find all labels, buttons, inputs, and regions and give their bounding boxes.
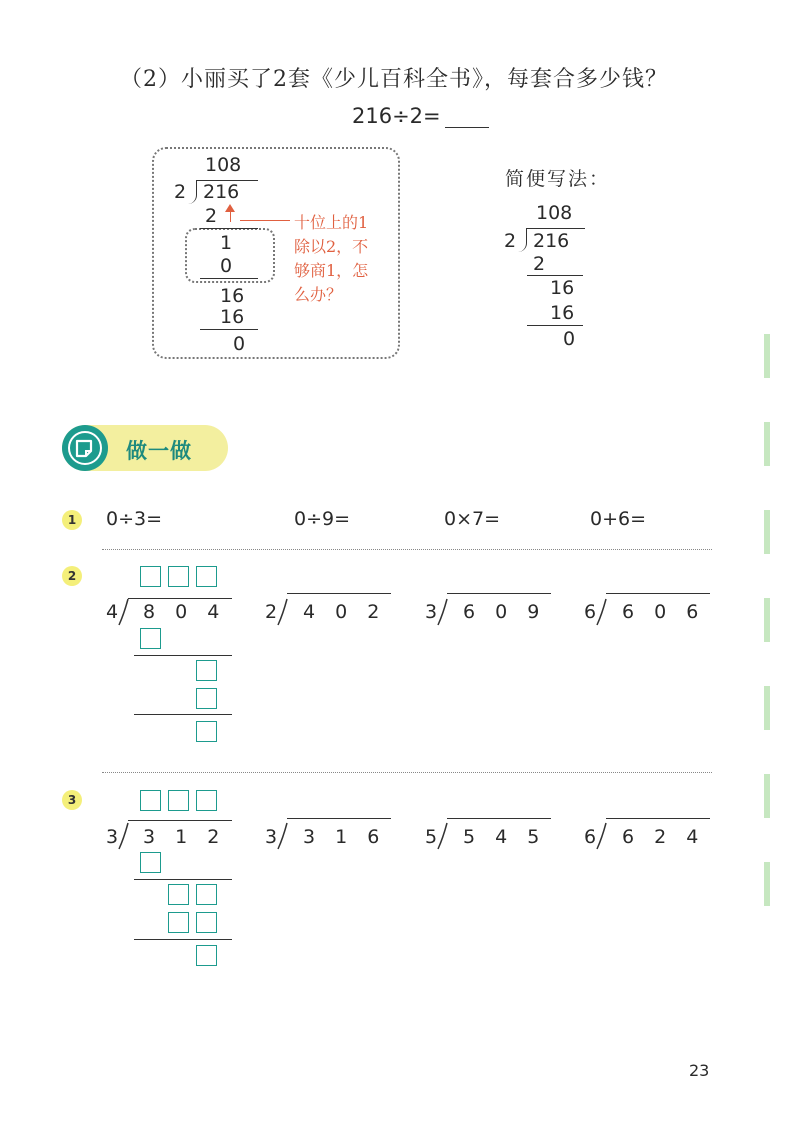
sd-line-1 (527, 275, 583, 276)
ex3-dividend-3: 5 4 5 (463, 826, 547, 848)
division-bracket (118, 598, 130, 626)
hint-line-3: 够商1，怎 (294, 261, 369, 280)
division-top-line (128, 598, 232, 599)
ld-line-2 (200, 278, 258, 279)
edge-bar (764, 334, 770, 378)
answer-box[interactable] (196, 945, 217, 966)
sd-divisor: 2 (504, 230, 517, 252)
divider-1 (102, 549, 712, 550)
ld-line-3 (200, 329, 258, 330)
division-bracket (596, 598, 608, 626)
ld-step-2: 1 (220, 232, 233, 254)
answer-box[interactable] (168, 884, 189, 905)
division-bracket (596, 822, 608, 850)
division-bracket (277, 598, 289, 626)
answer-box[interactable] (196, 912, 217, 933)
main-equation (352, 104, 489, 128)
ex3-dividend-2: 3 1 6 (303, 826, 387, 848)
division-line (134, 655, 232, 656)
ex1-item-4: 0+6= (590, 508, 647, 530)
answer-box[interactable] (196, 884, 217, 905)
edge-bar (764, 510, 770, 554)
division-bracket (437, 598, 449, 626)
answer-blank[interactable] (445, 107, 489, 128)
division-bracket (437, 822, 449, 850)
simplified-title: 简便写法： (505, 168, 611, 190)
ex2-divisor-2: 2 (265, 601, 285, 623)
exercise-badge-3: 3 (62, 790, 82, 810)
division-top-line (606, 593, 710, 594)
division-top-line (447, 593, 551, 594)
sd-top-line (527, 228, 585, 229)
ex3-divisor-1: 3 (106, 826, 126, 848)
answer-box[interactable] (196, 688, 217, 709)
sd-step-4: 0 (563, 328, 576, 350)
ex2-dividend-4: 6 0 6 (622, 601, 706, 623)
ex1-item-1: 0÷3= (106, 508, 163, 530)
ld-step-5: 16 (220, 306, 245, 328)
divider-2 (102, 772, 712, 773)
answer-box[interactable] (140, 790, 161, 811)
answer-box[interactable] (140, 628, 161, 649)
ld-dividend: 216 (203, 181, 240, 203)
ld-quotient: 108 (205, 154, 242, 176)
division-line (134, 939, 232, 940)
arrow-up-icon (225, 204, 235, 212)
edge-bar (764, 774, 770, 818)
sd-line-2 (527, 325, 583, 326)
sd-bracket (518, 228, 527, 252)
answer-box[interactable] (196, 721, 217, 742)
ex1-item-3: 0×7= (444, 508, 501, 530)
ld-step-1: 2 (205, 205, 218, 227)
ex2-dividend-2: 4 0 2 (303, 601, 387, 623)
ex3-divisor-4: 6 (584, 826, 604, 848)
ld-step-4: 16 (220, 285, 245, 307)
ex3-dividend-4: 6 2 4 (622, 826, 706, 848)
division-top-line (287, 818, 391, 819)
hint-note (294, 211, 386, 307)
ld-step-6: 0 (233, 333, 246, 355)
edge-bar (764, 862, 770, 906)
section-title: 做一做 (126, 438, 192, 463)
exercise-badge-2: 2 (62, 566, 82, 586)
ld-divisor: 2 (174, 181, 187, 203)
edge-bar (764, 422, 770, 466)
ld-line-1 (200, 228, 258, 229)
sd-dividend: 216 (533, 230, 570, 252)
ex3-dividend-1: 3 1 2 (143, 826, 227, 848)
division-top-line (606, 818, 710, 819)
practice-icon (62, 425, 108, 471)
page-number: 23 (689, 1061, 710, 1080)
division-bracket (118, 822, 130, 850)
sd-quotient: 108 (536, 202, 573, 224)
edge-bar (764, 598, 770, 642)
ex3-divisor-3: 5 (425, 826, 445, 848)
ex2-divisor-1: 4 (106, 601, 126, 623)
hint-line-1: 十位上的1 (294, 213, 369, 232)
question-title: （2）小丽买了2套《少儿百科全书》，每套合多少钱？ (120, 67, 668, 92)
division-top-line (287, 593, 391, 594)
answer-box[interactable] (168, 566, 189, 587)
main-equation-text: 216÷2= (352, 104, 441, 128)
answer-box[interactable] (168, 790, 189, 811)
division-line (134, 714, 232, 715)
answer-box[interactable] (196, 660, 217, 681)
answer-box[interactable] (168, 912, 189, 933)
division-bracket (277, 822, 289, 850)
division-top-line (447, 818, 551, 819)
ex3-divisor-2: 3 (265, 826, 285, 848)
answer-box[interactable] (140, 852, 161, 873)
ex2-dividend-3: 6 0 9 (463, 601, 547, 623)
answer-box[interactable] (196, 790, 217, 811)
sd-step-3: 16 (550, 302, 575, 324)
note-leader (240, 220, 290, 221)
ex2-divisor-3: 3 (425, 601, 445, 623)
hint-line-2: 除以2，不 (294, 237, 369, 256)
ex1-item-2: 0÷9= (294, 508, 351, 530)
division-top-line (128, 820, 232, 821)
sd-step-1: 2 (533, 253, 546, 275)
ex2-divisor-4: 6 (584, 601, 604, 623)
hint-line-4: 么办？ (294, 285, 343, 304)
ex2-dividend-1: 8 0 4 (143, 601, 227, 623)
note-pointer (230, 212, 231, 222)
edge-bar (764, 686, 770, 730)
division-line (134, 879, 232, 880)
sd-step-2: 16 (550, 277, 575, 299)
answer-box[interactable] (140, 566, 161, 587)
ld-step-3: 0 (220, 255, 233, 277)
exercise-badge-1: 1 (62, 510, 82, 530)
answer-box[interactable] (196, 566, 217, 587)
